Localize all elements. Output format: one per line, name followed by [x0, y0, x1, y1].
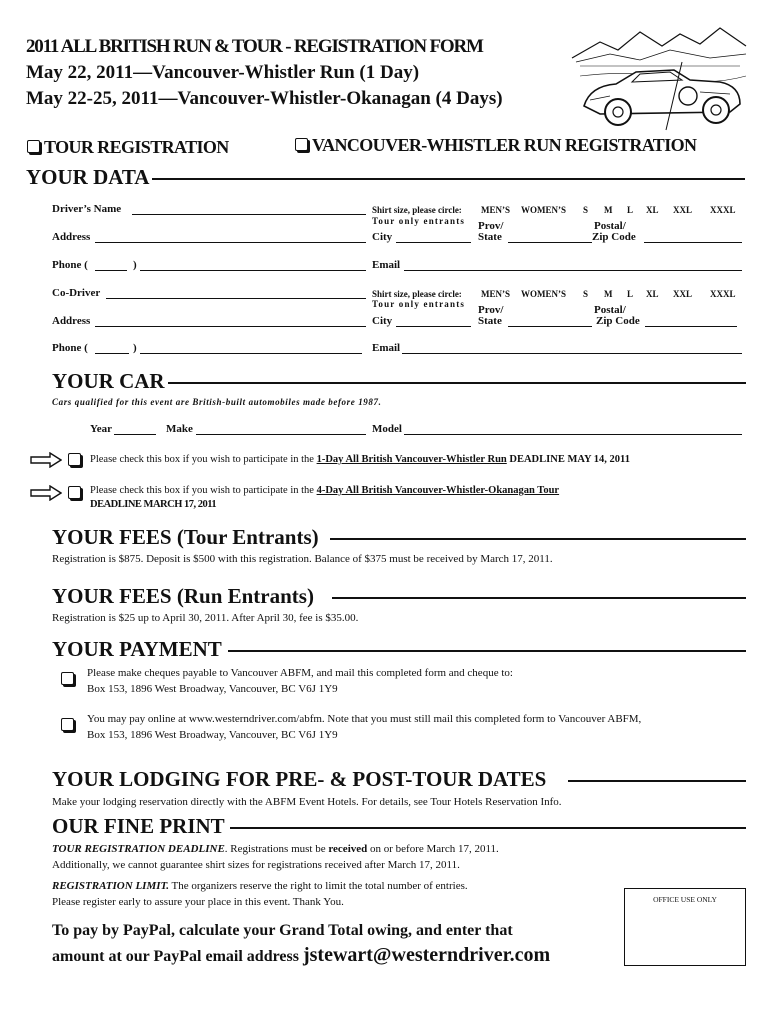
- lodging-rule: [568, 780, 746, 782]
- postal-label: Postal/: [594, 220, 626, 232]
- run-registration-label: VANCOUVER-WHISTLER RUN REGISTRATION: [312, 135, 697, 155]
- co-address-label: Address: [52, 315, 91, 327]
- tour-participation-text: Please check this box if you wish to participate in the 4-Day All British Vancouver-Whistler-Okanagan Tour: [90, 485, 560, 496]
- run-registration-checkbox[interactable]: [295, 138, 308, 151]
- fine-print-rule: [230, 827, 746, 829]
- tour-date-line: May 22-25, 2011—Vancouver-Whistler-Okanagan (4 Days): [26, 88, 503, 109]
- pay-online-line2: Box 153, 1896 West Broadway, Vancouver, BC V6J 1Y9: [87, 729, 338, 741]
- state-label: State: [478, 231, 502, 243]
- size-xxxl[interactable]: XXXL: [710, 205, 736, 215]
- address-field[interactable]: [95, 242, 366, 243]
- co-size-mens[interactable]: MEN’S: [481, 289, 510, 299]
- paypal-line1: To pay by PayPal, calculate your Grand Total owing, and enter that: [52, 922, 513, 939]
- co-shirt-size-label: Shirt size, please circle:: [372, 289, 462, 299]
- city-field[interactable]: [396, 242, 471, 243]
- email-field[interactable]: [404, 270, 742, 271]
- phone-close: ): [133, 259, 137, 271]
- size-xl[interactable]: XL: [646, 205, 659, 215]
- run-date-line: May 22, 2011—Vancouver-Whistler Run (1 Day): [26, 62, 420, 83]
- make-label: Make: [166, 423, 193, 435]
- model-field[interactable]: [404, 434, 742, 435]
- fees-run-text: Registration is $25 up to April 30, 2011. After April 30, fee is $35.00.: [52, 612, 359, 624]
- co-prov-label: Prov/: [478, 304, 504, 316]
- co-zip-label: Zip Code: [596, 315, 640, 327]
- co-size-xl[interactable]: XL: [646, 289, 659, 299]
- co-address-field[interactable]: [95, 326, 366, 327]
- limit-paragraph-line1: REGISTRATION LIMIT. The organizers reserve the right to limit the total number of entries.: [52, 880, 468, 892]
- co-phone-close: ): [133, 342, 137, 354]
- fees-tour-text: Registration is $875. Deposit is $500 with this registration. Balance of $375 must be received by March 17, 2011.: [52, 553, 553, 565]
- tour-only-note: Tour only entrants: [372, 216, 466, 226]
- size-m[interactable]: M: [604, 205, 613, 215]
- drivers-name-label: Driver’s Name: [52, 203, 122, 215]
- paypal-email: jstewart@westerndriver.com: [302, 944, 551, 966]
- run-participation-checkbox[interactable]: [68, 453, 81, 466]
- address-label: Address: [52, 231, 91, 243]
- your-car-heading: YOUR CAR: [52, 369, 168, 394]
- payment-rule: [228, 650, 746, 652]
- size-womens[interactable]: WOMEN’S: [521, 205, 566, 215]
- lodging-heading: YOUR LODGING FOR PRE- & POST-TOUR DATES: [52, 767, 549, 792]
- tour-registration-label: TOUR REGISTRATION: [44, 137, 229, 157]
- co-city-label: City: [372, 315, 393, 327]
- co-phone-field[interactable]: [140, 353, 362, 354]
- your-car-rule: [168, 382, 746, 384]
- co-postal-label: Postal/: [594, 304, 626, 316]
- fees-tour-rule: [330, 538, 746, 540]
- phone-area-field[interactable]: [95, 270, 127, 271]
- co-prov-state-field[interactable]: [508, 326, 592, 327]
- tour-participation-deadline: DEADLINE MARCH 17, 2011: [90, 499, 217, 510]
- co-state-label: State: [478, 315, 502, 327]
- limit-paragraph-line2: Please register early to assure your place in this event. Thank You.: [52, 896, 344, 908]
- co-phone-label: Phone (: [52, 342, 88, 354]
- make-field[interactable]: [196, 434, 366, 435]
- your-data-rule: [150, 178, 745, 180]
- co-email-label: Email: [372, 342, 401, 354]
- tour-participation-checkbox[interactable]: [68, 486, 81, 499]
- co-driver-label: Co-Driver: [52, 287, 101, 299]
- co-size-s[interactable]: S: [583, 289, 589, 299]
- office-use-box: [624, 888, 746, 966]
- co-size-xxl[interactable]: XXL: [673, 289, 693, 299]
- car-illustration: [570, 20, 750, 132]
- fine-print-heading: OUR FINE PRINT: [52, 814, 228, 839]
- pay-by-cheque-checkbox[interactable]: [61, 672, 74, 685]
- pay-online-checkbox[interactable]: [61, 718, 74, 731]
- year-field[interactable]: [114, 434, 156, 435]
- pay-cheque-line1: Please make cheques payable to Vancouver ABFM, and mail this completed form and cheque to:: [87, 667, 513, 679]
- co-postal-zip-field[interactable]: [645, 326, 737, 327]
- size-mens[interactable]: MEN’S: [481, 205, 510, 215]
- co-tour-only-note: Tour only entrants: [372, 299, 466, 309]
- lodging-text: Make your lodging reservation directly with the ABFM Event Hotels. For details, see Tour Hotels Reservation Info.: [52, 796, 562, 808]
- your-data-heading: YOUR DATA: [26, 165, 152, 190]
- year-label: Year: [90, 423, 112, 435]
- shirt-size-label: Shirt size, please circle:: [372, 205, 462, 215]
- arrow-right-icon: [30, 452, 62, 468]
- form-title: 2011 ALL BRITISH RUN & TOUR - REGISTRATION FORM: [26, 36, 483, 57]
- co-size-m[interactable]: M: [604, 289, 613, 299]
- email-label: Email: [372, 259, 401, 271]
- tour-registration-checkbox[interactable]: [27, 140, 40, 153]
- zip-label: Zip Code: [592, 231, 636, 243]
- phone-field[interactable]: [140, 270, 366, 271]
- deadline-paragraph-line2: Additionally, we cannot guarantee shirt sizes for registrations received after March 17, 2011.: [52, 859, 460, 871]
- payment-heading: YOUR PAYMENT: [52, 637, 225, 662]
- model-label: Model: [372, 423, 402, 435]
- co-driver-field[interactable]: [106, 298, 366, 299]
- co-city-field[interactable]: [396, 326, 471, 327]
- car-qualification-note: Cars qualified for this event are British-built automobiles made before 1987.: [52, 397, 382, 407]
- phone-label: Phone (: [52, 259, 88, 271]
- drivers-name-field[interactable]: [132, 214, 366, 215]
- pay-online-line1: You may pay online at www.westerndriver.com/abfm. Note that you must still mail this completed form to Vancouver ABFM,: [87, 713, 642, 725]
- size-l[interactable]: L: [627, 205, 634, 215]
- pay-cheque-line2: Box 153, 1896 West Broadway, Vancouver, BC V6J 1Y9: [87, 683, 338, 695]
- fees-tour-heading: YOUR FEES (Tour Entrants): [52, 525, 322, 550]
- co-size-xxxl[interactable]: XXXL: [710, 289, 736, 299]
- paypal-line2: amount at our PayPal email address jstewart@westerndriver.com: [52, 944, 551, 966]
- size-xxl[interactable]: XXL: [673, 205, 693, 215]
- co-size-womens[interactable]: WOMEN’S: [521, 289, 566, 299]
- co-phone-area-field[interactable]: [95, 353, 129, 354]
- co-size-l[interactable]: L: [627, 289, 634, 299]
- prov-label: Prov/: [478, 220, 504, 232]
- fees-run-rule: [332, 597, 746, 599]
- postal-zip-field[interactable]: [644, 242, 742, 243]
- run-participation-text: Please check this box if you wish to participate in the 1-Day All British Vancouver-Whistler Run DEADLINE MAY 14, 2011: [90, 454, 630, 465]
- fees-run-heading: YOUR FEES (Run Entrants): [52, 584, 317, 609]
- co-email-field[interactable]: [402, 353, 742, 354]
- arrow-right-icon: [30, 485, 62, 501]
- prov-state-field[interactable]: [508, 242, 592, 243]
- office-use-label: OFFICE USE ONLY: [653, 895, 717, 904]
- deadline-paragraph-line1: TOUR REGISTRATION DEADLINE. Registrations must be received on or before March 17, 2011.: [52, 843, 499, 855]
- size-s[interactable]: S: [583, 205, 589, 215]
- city-label: City: [372, 231, 393, 243]
